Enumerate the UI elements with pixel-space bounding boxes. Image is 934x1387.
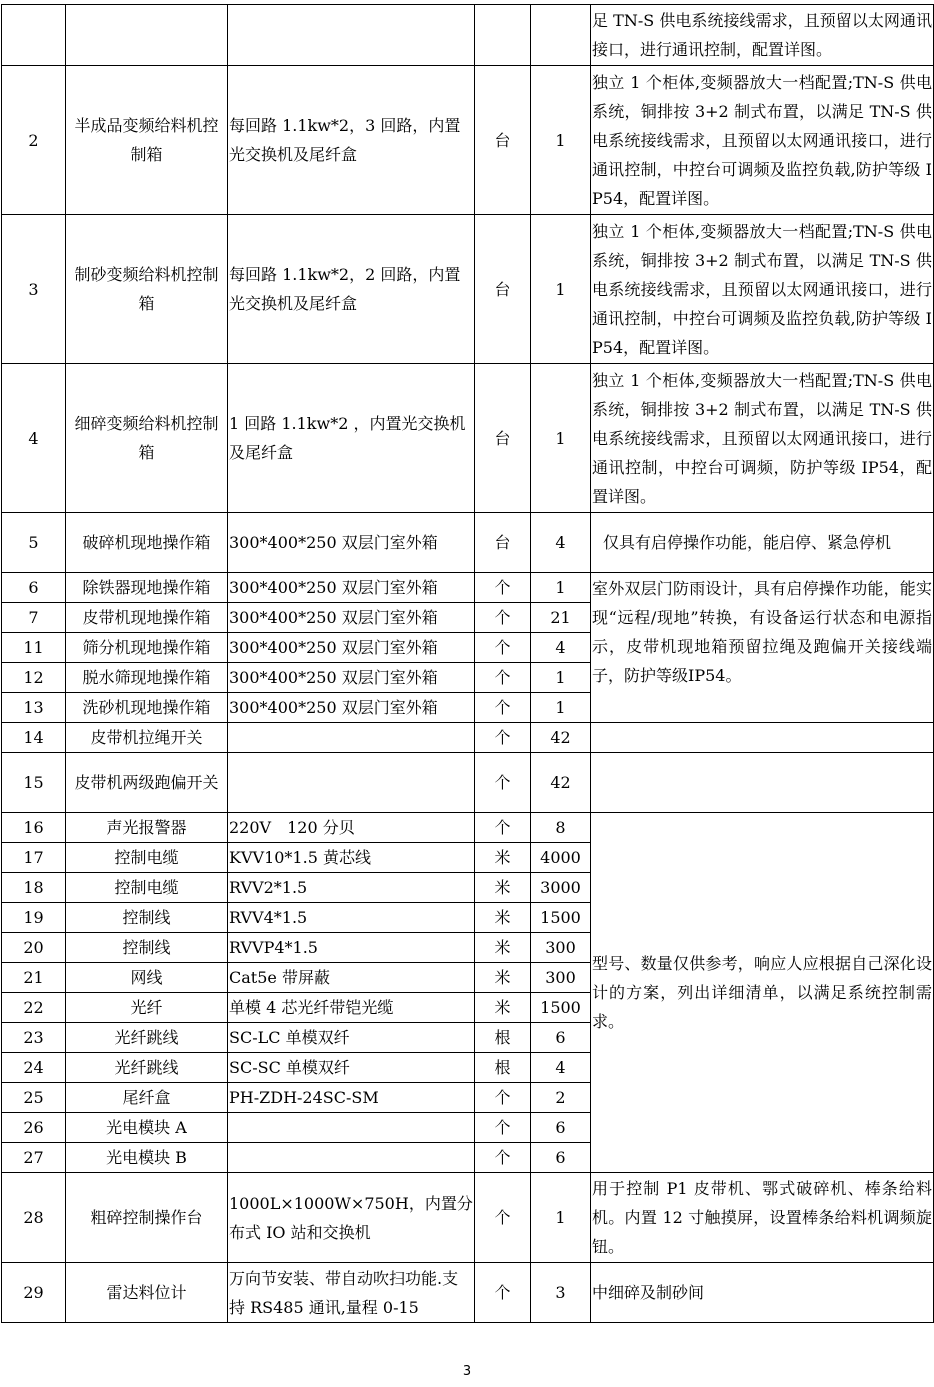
cell-qty: 6 bbox=[531, 1023, 591, 1053]
cell-no: 5 bbox=[2, 513, 66, 573]
cell-name: 洗砂机现地操作箱 bbox=[66, 693, 228, 723]
cell-unit bbox=[475, 5, 531, 66]
cell-qty: 3000 bbox=[531, 873, 591, 903]
cell-qty: 6 bbox=[531, 1113, 591, 1143]
cell-unit: 个 bbox=[475, 633, 531, 663]
cell-unit: 台 bbox=[475, 513, 531, 573]
cell-spec: 每回路 1.1kw*2，2 回路，内置光交换机及尾纤盒 bbox=[228, 215, 475, 364]
cell-no: 6 bbox=[2, 573, 66, 603]
equipment-table bbox=[1, 4, 934, 1323]
cell-qty: 1 bbox=[531, 573, 591, 603]
cell-spec bbox=[228, 1143, 475, 1173]
cell-no: 24 bbox=[2, 1053, 66, 1083]
cell-no: 16 bbox=[2, 813, 66, 843]
cell-qty: 1 bbox=[531, 215, 591, 364]
cell-qty: 1 bbox=[531, 1173, 591, 1263]
cell-unit: 台 bbox=[475, 66, 531, 215]
cell-unit: 米 bbox=[475, 903, 531, 933]
cell-spec bbox=[228, 723, 475, 753]
cell-qty: 1 bbox=[531, 663, 591, 693]
cell-no: 27 bbox=[2, 1143, 66, 1173]
cell-remark: 足 TN-S 供电系统接线需求，且预留以太网通讯接口，进行通讯控制，配置详图。 bbox=[591, 5, 934, 66]
cell-name: 光纤跳线 bbox=[66, 1053, 228, 1083]
cell-no: 3 bbox=[2, 215, 66, 364]
cell-name: 控制线 bbox=[66, 933, 228, 963]
cell-no: 11 bbox=[2, 633, 66, 663]
cell-spec: RVV2*1.5 bbox=[228, 873, 475, 903]
cell-remark-field-boxes: 室外双层门防雨设计，具有启停操作功能，能实现“远程/现地”转换，有设备运行状态和电源指示，皮带机现地箱预留拉绳及跑偏开关接线端子，防护等级IP54。 bbox=[591, 573, 934, 723]
cell-unit: 米 bbox=[475, 993, 531, 1023]
cell-no: 4 bbox=[2, 364, 66, 513]
cell-name: 除铁器现地操作箱 bbox=[66, 573, 228, 603]
cell-name: 粗碎控制操作台 bbox=[66, 1173, 228, 1263]
cell-qty: 2 bbox=[531, 1083, 591, 1113]
table-row bbox=[2, 1173, 934, 1263]
cell-qty: 6 bbox=[531, 1143, 591, 1173]
cell-remark: 仅具有启停操作功能，能启停、紧急停机 bbox=[591, 513, 934, 573]
cell-unit: 个 bbox=[475, 753, 531, 813]
cell-spec: PH-ZDH-24SC-SM bbox=[228, 1083, 475, 1113]
cell-spec: RVVP4*1.5 bbox=[228, 933, 475, 963]
cell-name: 制砂变频给料机控制箱 bbox=[66, 215, 228, 364]
cell-no: 28 bbox=[2, 1173, 66, 1263]
cell-no: 23 bbox=[2, 1023, 66, 1053]
cell-remark: 独立 1 个柜体,变频器放大一档配置;TN-S 供电系统，铜排按 3+2 制式布置，以满足 TN-S 供电系统接线需求，且预留以太网通讯接口，进行通讯控制，中控台可调频，防护等级 IP54，配置详图。 bbox=[591, 364, 934, 513]
cell-unit: 个 bbox=[475, 1083, 531, 1113]
table-row bbox=[2, 723, 934, 753]
cell-qty: 1 bbox=[531, 693, 591, 723]
cell-unit: 根 bbox=[475, 1023, 531, 1053]
cell-qty: 1 bbox=[531, 66, 591, 215]
cell-no: 14 bbox=[2, 723, 66, 753]
cell-spec: 1 回路 1.1kw*2 ，内置光交换机及尾纤盒 bbox=[228, 364, 475, 513]
cell-name: 脱水筛现地操作箱 bbox=[66, 663, 228, 693]
cell-name: 光电模块 A bbox=[66, 1113, 228, 1143]
cell-qty: 1500 bbox=[531, 993, 591, 1023]
cell-no: 17 bbox=[2, 843, 66, 873]
cell-spec: 万向节安装、带自动吹扫功能.支持 RS485 通讯,量程 0-15 bbox=[228, 1263, 475, 1323]
table-row bbox=[2, 753, 934, 813]
table-row bbox=[2, 513, 934, 573]
cell-unit: 个 bbox=[475, 663, 531, 693]
cell-no: 25 bbox=[2, 1083, 66, 1113]
cell-spec: SC-LC 单模双纤 bbox=[228, 1023, 475, 1053]
cell-name: 光纤跳线 bbox=[66, 1023, 228, 1053]
cell-no: 21 bbox=[2, 963, 66, 993]
cell-spec: 300*400*250 双层门室外箱 bbox=[228, 573, 475, 603]
cell-remark: 独立 1 个柜体,变频器放大一档配置;TN-S 供电系统，铜排按 3+2 制式布置，以满足 TN-S 供电系统接线需求，且预留以太网通讯接口，进行通讯控制，中控台可调频及监控负载,防护等级 IP54，配置详图。 bbox=[591, 66, 934, 215]
cell-spec: 300*400*250 双层门室外箱 bbox=[228, 663, 475, 693]
cell-qty: 4 bbox=[531, 513, 591, 573]
cell-unit: 米 bbox=[475, 843, 531, 873]
cell-qty: 3 bbox=[531, 1263, 591, 1323]
cell-unit: 台 bbox=[475, 215, 531, 364]
cell-name: 网线 bbox=[66, 963, 228, 993]
cell-unit: 个 bbox=[475, 603, 531, 633]
cell-name: 细碎变频给料机控制箱 bbox=[66, 364, 228, 513]
table-row bbox=[2, 573, 934, 603]
cell-no: 19 bbox=[2, 903, 66, 933]
cell-spec: KVV10*1.5 黄芯线 bbox=[228, 843, 475, 873]
cell-name: 声光报警器 bbox=[66, 813, 228, 843]
cell-qty: 42 bbox=[531, 753, 591, 813]
cell-no: 20 bbox=[2, 933, 66, 963]
cell-spec: 220V 120 分贝 bbox=[228, 813, 475, 843]
cell-spec: 每回路 1.1kw*2，3 回路，内置光交换机及尾纤盒 bbox=[228, 66, 475, 215]
cell-qty: 4 bbox=[531, 633, 591, 663]
cell-spec: SC-SC 单模双纤 bbox=[228, 1053, 475, 1083]
cell-spec bbox=[228, 5, 475, 66]
cell-remark bbox=[591, 723, 934, 753]
cell-spec: Cat5e 带屏蔽 bbox=[228, 963, 475, 993]
cell-name: 筛分机现地操作箱 bbox=[66, 633, 228, 663]
cell-no: 29 bbox=[2, 1263, 66, 1323]
cell-name: 光电模块 B bbox=[66, 1143, 228, 1173]
cell-qty: 21 bbox=[531, 603, 591, 633]
cell-no: 22 bbox=[2, 993, 66, 1023]
cell-unit: 个 bbox=[475, 1113, 531, 1143]
cell-no: 12 bbox=[2, 663, 66, 693]
cell-name bbox=[66, 5, 228, 66]
cell-no: 7 bbox=[2, 603, 66, 633]
cell-no bbox=[2, 5, 66, 66]
cell-qty: 1500 bbox=[531, 903, 591, 933]
cell-spec: 300*400*250 双层门室外箱 bbox=[228, 633, 475, 663]
page-number: 3 bbox=[462, 1364, 472, 1379]
cell-no: 2 bbox=[2, 66, 66, 215]
cell-qty: 4000 bbox=[531, 843, 591, 873]
cell-name: 尾纤盒 bbox=[66, 1083, 228, 1113]
cell-unit: 根 bbox=[475, 1053, 531, 1083]
cell-spec: 300*400*250 双层门室外箱 bbox=[228, 603, 475, 633]
cell-spec: 300*400*250 双层门室外箱 bbox=[228, 513, 475, 573]
cell-unit: 个 bbox=[475, 693, 531, 723]
cell-remark: 用于控制 P1 皮带机、鄂式破碎机、棒条给料机。内置 12 寸触摸屏，设置棒条给料机调频旋钮。 bbox=[591, 1173, 934, 1263]
cell-spec: 300*400*250 双层门室外箱 bbox=[228, 693, 475, 723]
cell-qty: 1 bbox=[531, 364, 591, 513]
cell-unit: 个 bbox=[475, 573, 531, 603]
cell-no: 13 bbox=[2, 693, 66, 723]
cell-qty: 300 bbox=[531, 933, 591, 963]
cell-remark-materials: 型号、数量仅供参考，响应人应根据自己深化设计的方案，列出详细清单，以满足系统控制需求。 bbox=[591, 813, 934, 1173]
cell-qty: 4 bbox=[531, 1053, 591, 1083]
cell-name: 皮带机两级跑偏开关 bbox=[66, 753, 228, 813]
cell-qty: 42 bbox=[531, 723, 591, 753]
cell-spec: 单模 4 芯光纤带铠光缆 bbox=[228, 993, 475, 1023]
table-row bbox=[2, 364, 934, 513]
cell-name: 破碎机现地操作箱 bbox=[66, 513, 228, 573]
table-row bbox=[2, 66, 934, 215]
cell-name: 控制线 bbox=[66, 903, 228, 933]
cell-no: 18 bbox=[2, 873, 66, 903]
cell-name: 皮带机拉绳开关 bbox=[66, 723, 228, 753]
cell-remark bbox=[591, 753, 934, 813]
cell-spec bbox=[228, 753, 475, 813]
cell-unit: 米 bbox=[475, 963, 531, 993]
cell-unit: 台 bbox=[475, 364, 531, 513]
table-row bbox=[2, 813, 934, 843]
cell-remark: 独立 1 个柜体,变频器放大一档配置;TN-S 供电系统，铜排按 3+2 制式布置，以满足 TN-S 供电系统接线需求，且预留以太网通讯接口，进行通讯控制，中控台可调频及监控负载,防护等级 IP54，配置详图。 bbox=[591, 215, 934, 364]
cell-remark: 中细碎及制砂间 bbox=[591, 1263, 934, 1323]
cell-unit: 个 bbox=[475, 723, 531, 753]
table-row bbox=[2, 1263, 934, 1323]
cell-qty: 300 bbox=[531, 963, 591, 993]
cell-name: 控制电缆 bbox=[66, 843, 228, 873]
cell-no: 15 bbox=[2, 753, 66, 813]
cell-qty bbox=[531, 5, 591, 66]
cell-name: 光纤 bbox=[66, 993, 228, 1023]
cell-unit: 米 bbox=[475, 873, 531, 903]
cell-unit: 个 bbox=[475, 1173, 531, 1263]
cell-unit: 个 bbox=[475, 1143, 531, 1173]
cell-name: 雷达料位计 bbox=[66, 1263, 228, 1323]
cell-unit: 个 bbox=[475, 813, 531, 843]
cell-no: 26 bbox=[2, 1113, 66, 1143]
cell-spec: 1000L×1000W×750H，内置分布式 IO 站和交换机 bbox=[228, 1173, 475, 1263]
cell-name: 控制电缆 bbox=[66, 873, 228, 903]
cell-name: 半成品变频给料机控制箱 bbox=[66, 66, 228, 215]
cell-unit: 个 bbox=[475, 1263, 531, 1323]
table-row bbox=[2, 215, 934, 364]
cell-spec bbox=[228, 1113, 475, 1143]
table-row bbox=[2, 5, 934, 66]
cell-unit: 米 bbox=[475, 933, 531, 963]
cell-qty: 8 bbox=[531, 813, 591, 843]
cell-name: 皮带机现地操作箱 bbox=[66, 603, 228, 633]
cell-spec: RVV4*1.5 bbox=[228, 903, 475, 933]
